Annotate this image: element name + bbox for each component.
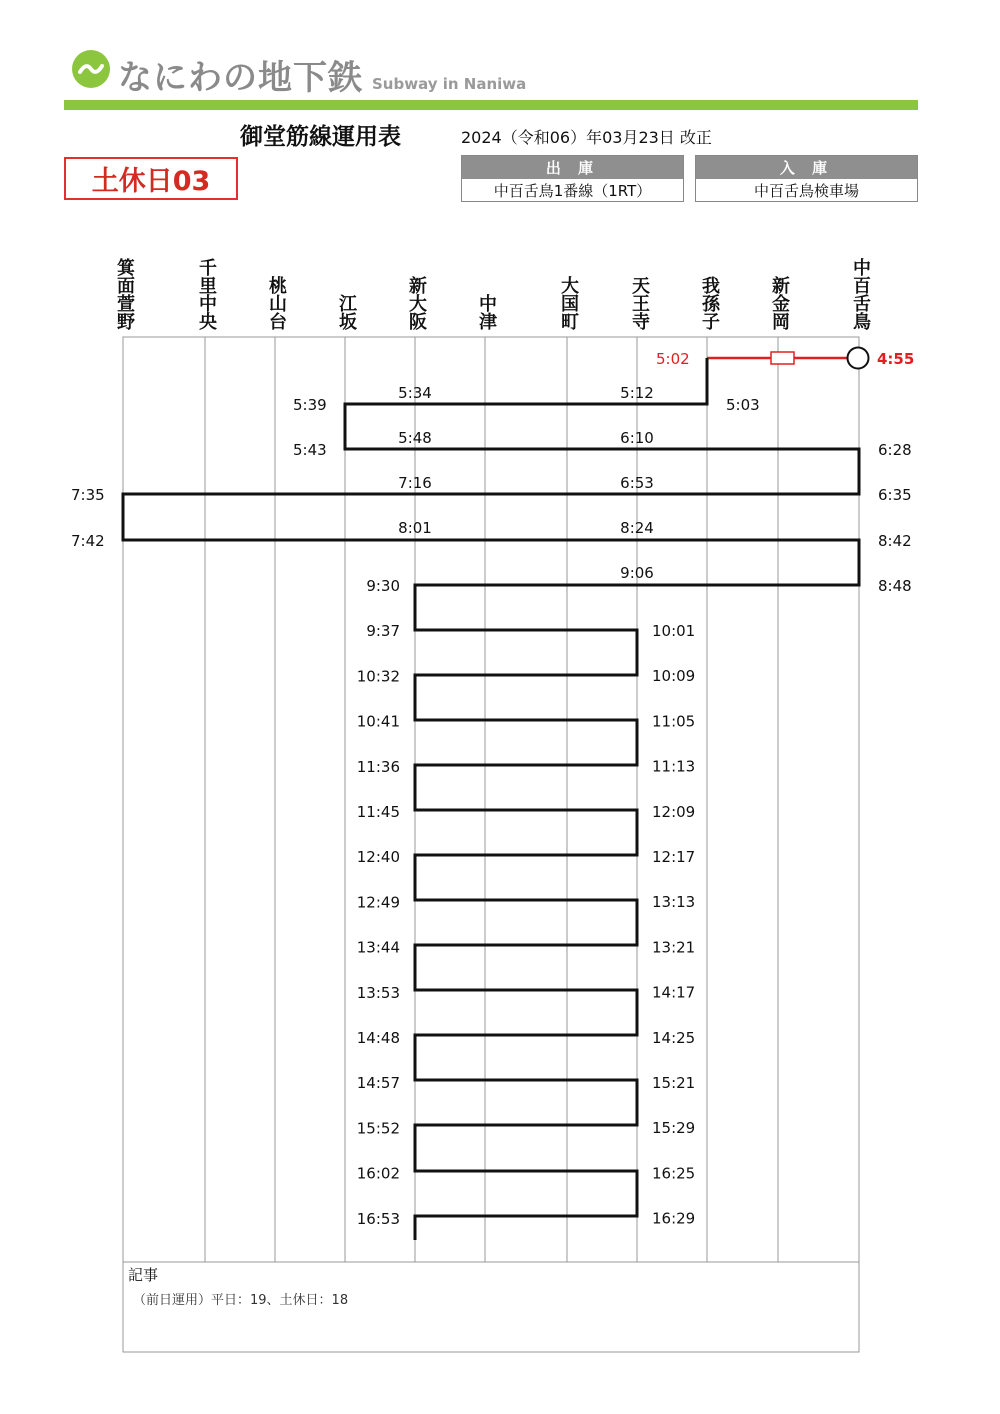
station-senri-chuo: 千里中央 (196, 258, 217, 330)
time-label: 16:53 (356, 1209, 400, 1228)
time-label: 11:36 (356, 757, 400, 776)
depot-in-label: 入 庫 (696, 156, 917, 179)
operation-number: 土休日03 (64, 157, 238, 200)
time-label: 9:30 (366, 577, 400, 595)
time-label: 11:05 (652, 712, 696, 731)
deadhead-start-time: 4:55 (877, 350, 915, 368)
depot-out-label: 出 庫 (462, 156, 683, 179)
operation-route (123, 358, 859, 1240)
station-nakatsu: 中津 (476, 294, 497, 330)
time-label: 12:49 (356, 893, 400, 912)
time-label: 7:16 (398, 474, 432, 492)
time-label: 14:25 (652, 1028, 696, 1047)
time-label: 9:37 (366, 622, 400, 641)
logo-text: なにわの地下鉄 (118, 58, 363, 98)
time-label: 11:45 (356, 803, 400, 821)
page-title: 御堂筋線運用表 (240, 124, 401, 150)
time-label: 15:21 (652, 1074, 696, 1092)
time-label: 10:41 (356, 712, 400, 731)
time-label: 16:02 (356, 1164, 400, 1183)
time-label: 6:10 (620, 429, 654, 447)
time-label: 15:52 (356, 1119, 400, 1138)
notes-label: 記事 (128, 1266, 159, 1284)
time-label: 5:39 (293, 396, 327, 414)
depot-in-value: 中百舌鳥検車場 (753, 181, 859, 200)
time-label: 5:34 (398, 384, 432, 402)
time-label: 13:53 (356, 983, 400, 1002)
time-label: 8:01 (398, 519, 432, 537)
time-label: 16:25 (652, 1164, 696, 1183)
time-label: 15:29 (652, 1119, 696, 1138)
logo-subtitle: Subway in Naniwa (372, 75, 527, 93)
time-label: 13:13 (652, 893, 696, 912)
time-label: 9:06 (620, 564, 654, 582)
time-label: 8:24 (620, 519, 654, 537)
station-tennoji: 天王寺 (629, 276, 650, 330)
station-abiko: 我孫子 (699, 276, 720, 330)
station-shin-kanaoka: 新金岡 (769, 276, 790, 330)
time-label: 5:03 (726, 396, 760, 414)
time-label: 10:09 (652, 667, 696, 686)
time-label: 6:28 (878, 441, 912, 459)
time-label: 16:29 (652, 1209, 696, 1228)
deadhead-end-time: 5:02 (656, 350, 690, 368)
notes-text: （前日運用）平日：19、土休日：18 (133, 1293, 349, 1308)
time-label: 8:42 (878, 532, 912, 550)
station-esaka: 江坂 (336, 294, 357, 330)
time-label: 12:40 (356, 848, 400, 867)
depot-out-value: 中百舌鳥1番線（1RT） (493, 181, 652, 200)
time-label: 6:53 (620, 474, 654, 492)
time-label: 5:43 (293, 441, 327, 459)
time-label: 14:17 (652, 983, 696, 1002)
time-label: 13:21 (652, 938, 696, 957)
revision-date: 2024（令和06）年03月23日 改正 (461, 128, 712, 147)
station-nakamozu: 中百舌鳥 (850, 258, 871, 330)
station-daikokucho: 大国町 (558, 276, 579, 330)
time-label: 12:17 (652, 848, 696, 866)
time-label: 5:12 (620, 384, 654, 402)
time-label: 13:44 (356, 938, 400, 957)
time-label: 10:32 (356, 667, 400, 686)
time-label: 11:13 (652, 757, 696, 776)
time-label: 7:42 (71, 532, 105, 550)
time-label: 10:01 (652, 622, 696, 640)
time-label: 14:57 (356, 1074, 400, 1093)
time-label: 7:35 (71, 486, 105, 504)
station-momoyamadai: 桃山台 (266, 276, 287, 330)
station-minoh-kayano: 箕面萱野 (114, 258, 135, 330)
time-label: 8:48 (878, 577, 912, 595)
time-label: 5:48 (398, 429, 432, 447)
time-label: 6:35 (878, 486, 912, 504)
time-label: 12:09 (652, 802, 696, 821)
station-gridlines (123, 337, 859, 1262)
time-label: 14:48 (356, 1029, 400, 1047)
depot-start-circle (848, 348, 869, 369)
station-shin-osaka: 新大阪 (406, 276, 427, 330)
depot-marker (771, 352, 794, 364)
diagram-frame (123, 337, 859, 1352)
